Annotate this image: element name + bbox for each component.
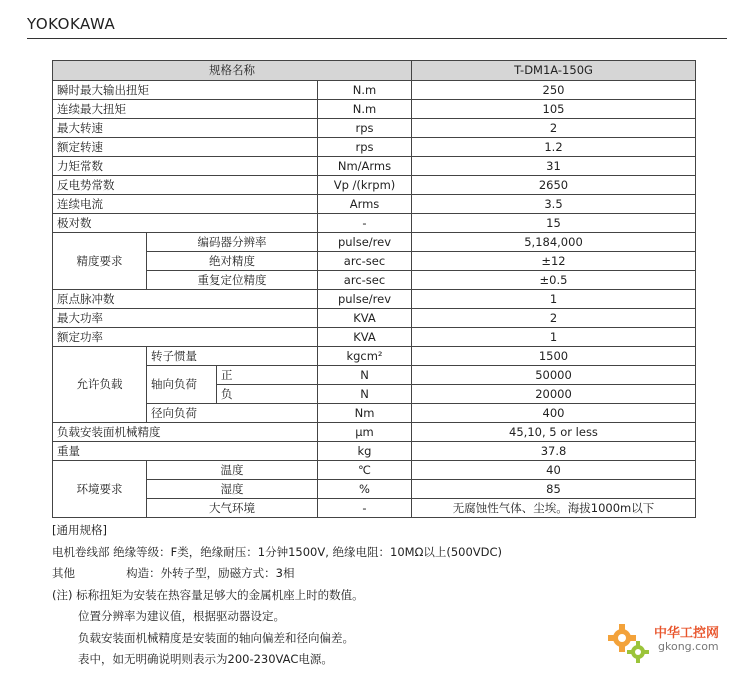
row-unit: μm: [318, 423, 412, 442]
watermark-title: 中华工控网: [654, 626, 720, 641]
row-label: 连续电流: [53, 195, 318, 214]
row-value: 5,184,000: [412, 233, 696, 252]
row-unit: pulse/rev: [318, 233, 412, 252]
row-value: 31: [412, 157, 696, 176]
row-label: 瞬时最大输出扭矩: [53, 81, 318, 100]
row-unit: Nm: [318, 404, 412, 423]
header-model: T-DM1A-150G: [412, 61, 696, 81]
table-row: [53, 404, 696, 423]
row-unit: N: [318, 385, 412, 404]
row-unit: ℃: [318, 461, 412, 480]
row-value: 400: [412, 404, 696, 423]
row-value: 85: [412, 480, 696, 499]
row-label: 负载安装面机械精度: [53, 423, 318, 442]
row-unit: Vp /(krpm): [318, 176, 412, 195]
row-label: 转子惯量: [147, 347, 318, 366]
row-value: 1.2: [412, 138, 696, 157]
row-value: 3.5: [412, 195, 696, 214]
group-label-environment: 环境要求: [53, 461, 147, 518]
row-label: 原点脉冲数: [53, 290, 318, 309]
row-unit: rps: [318, 119, 412, 138]
row-value: 37.8: [412, 442, 696, 461]
row-label: 轴向负荷: [147, 366, 217, 404]
table-row: [53, 100, 696, 119]
row-value: 2: [412, 119, 696, 138]
table-row: [53, 214, 696, 233]
table-row: [53, 290, 696, 309]
watermark-logo: [604, 618, 730, 670]
row-sublabel: 正: [217, 366, 318, 385]
row-value: 45,10, 5 or less: [412, 423, 696, 442]
note-line: 位置分辨率为建议值，根据驱动器设定。: [78, 609, 285, 623]
row-value: ±12: [412, 252, 696, 271]
notes-section: [52, 520, 502, 671]
table-row: [53, 347, 696, 366]
row-value: 15: [412, 214, 696, 233]
row-label: 连续最大扭矩: [53, 100, 318, 119]
note-line: 其他 构造：外转子型，励磁方式：3相: [52, 566, 295, 580]
header-divider: [27, 38, 727, 39]
row-label: 重量: [53, 442, 318, 461]
row-value: 105: [412, 100, 696, 119]
row-label: 额定转速: [53, 138, 318, 157]
notes-general-heading: [通用规格]: [52, 523, 107, 537]
table-header-row: [53, 61, 696, 81]
note-line: (注) 标称扭矩为安装在热容量足够大的金属机座上时的数值。: [52, 587, 364, 602]
note-line: 负载安装面机械精度是安装面的轴向偏差和径向偏差。: [78, 630, 354, 645]
row-value: 2: [412, 309, 696, 328]
table-row: [53, 461, 696, 480]
row-label: 径向负荷: [147, 404, 318, 423]
row-label: 重复定位精度: [147, 271, 318, 290]
row-label: 温度: [147, 461, 318, 480]
row-unit: KVA: [318, 309, 412, 328]
row-value: 1: [412, 328, 696, 347]
row-label: 绝对精度: [147, 252, 318, 271]
row-unit: KVA: [318, 328, 412, 347]
row-sublabel: 负: [217, 385, 318, 404]
header-spec-name: 规格名称: [53, 61, 412, 81]
row-label: 大气环境: [147, 499, 318, 518]
table-row: [53, 442, 696, 461]
row-label: 额定功率: [53, 328, 318, 347]
brand-name: YOKOKAWA: [27, 15, 116, 33]
row-unit: arc-sec: [318, 252, 412, 271]
row-value: ±0.5: [412, 271, 696, 290]
row-unit: N.m: [318, 100, 412, 119]
row-unit: -: [318, 499, 412, 518]
table-row: [53, 81, 696, 100]
row-value: 50000: [412, 366, 696, 385]
row-unit: N.m: [318, 81, 412, 100]
row-value: 40: [412, 461, 696, 480]
row-unit: arc-sec: [318, 271, 412, 290]
row-label: 最大功率: [53, 309, 318, 328]
row-unit: -: [318, 214, 412, 233]
row-label: 编码器分辨率: [147, 233, 318, 252]
row-label: 湿度: [147, 480, 318, 499]
row-label: 最大转速: [53, 119, 318, 138]
row-value: 1500: [412, 347, 696, 366]
row-value: 250: [412, 81, 696, 100]
row-value: 1: [412, 290, 696, 309]
table-row: [53, 195, 696, 214]
row-label: 力矩常数: [53, 157, 318, 176]
table-row: [53, 366, 696, 385]
row-value: 无腐蚀性气体、尘埃。海拔1000m以下: [412, 499, 696, 518]
row-label: 反电势常数: [53, 176, 318, 195]
group-label-load: 允许负载: [53, 347, 147, 423]
table-row: [53, 423, 696, 442]
watermark-url: gkong.com: [658, 640, 719, 653]
note-line: 电机卷线部 绝缘等级：F类，绝缘耐压：1分钟1500V, 绝缘电阻：10MΩ以上(500VDC): [52, 544, 503, 559]
gear-icon: [604, 618, 654, 668]
table-row: [53, 480, 696, 499]
row-unit: rps: [318, 138, 412, 157]
row-unit: %: [318, 480, 412, 499]
table-row: [53, 252, 696, 271]
table-row: [53, 499, 696, 518]
row-unit: Arms: [318, 195, 412, 214]
row-value: 2650: [412, 176, 696, 195]
row-unit: kgcm²: [318, 347, 412, 366]
row-label: 极对数: [53, 214, 318, 233]
table-row: [53, 233, 696, 252]
table-row: [53, 309, 696, 328]
row-unit: N: [318, 366, 412, 385]
row-unit: kg: [318, 442, 412, 461]
spec-table: [52, 60, 696, 518]
table-row: [53, 138, 696, 157]
row-value: 20000: [412, 385, 696, 404]
table-row: [53, 157, 696, 176]
note-line: 表中，如无明确说明则表示为200-230VAC电源。: [78, 652, 333, 666]
table-row: [53, 328, 696, 347]
table-row: [53, 176, 696, 195]
group-label-accuracy: 精度要求: [53, 233, 147, 290]
table-row: [53, 271, 696, 290]
table-row: [53, 119, 696, 138]
row-unit: pulse/rev: [318, 290, 412, 309]
row-unit: Nm/Arms: [318, 157, 412, 176]
